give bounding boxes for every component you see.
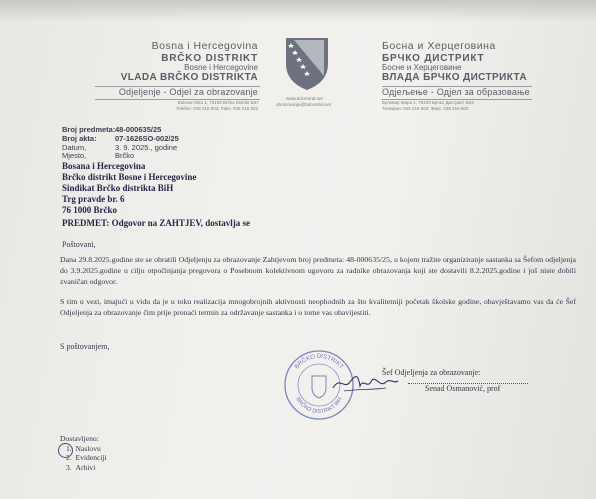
- header-left-department: Odjeljenje - Odjel za obrazovanje: [118, 87, 258, 97]
- header-left-government: VLADA BRČKO DISTRIKTA: [120, 72, 258, 83]
- meta-predmet-label: Broj predmeta:: [62, 125, 116, 134]
- distribution-item-2: 2. Evidenciji: [66, 453, 107, 463]
- header-left-address-2: Telefon: 049 216 503; Faks: 049 216 503: [176, 106, 258, 111]
- distribution-item-3: 3. Arhivi: [66, 462, 96, 472]
- header-left-address-1: Bulevar Mira 1, 76100 Brčko Distrikt BiH: [177, 100, 258, 105]
- meta-mjesto-label: Mjesto,: [62, 151, 87, 160]
- closing: S poštovanjem,: [60, 342, 110, 351]
- header-right-address-1: Булевар Мира 1, 76100 Брчко Дистрикт БиХ: [382, 100, 475, 105]
- header-website: www.bdcentral.net: [286, 96, 323, 101]
- meta-akta-label: Broj akta:: [62, 134, 97, 143]
- subject-line: PREDMET: Odgovor na ZAHTJEV, dostavlja se: [62, 218, 251, 228]
- meta-predmet-value: 48-000635/25: [115, 125, 162, 134]
- recipient-line-4: Trg pravde br. 6: [62, 194, 125, 204]
- header-right-country-sub: Босне и Херцеговине: [382, 63, 462, 72]
- signature-title: Šef Odjeljenja za obrazovanje:: [382, 368, 481, 377]
- meta-datum-label: Datum,: [62, 143, 87, 152]
- coat-of-arms-icon: [284, 36, 330, 92]
- recipient-line-3: Sindikat Brčko distrikta BiH: [62, 183, 174, 193]
- handwritten-signature-icon: [330, 372, 400, 394]
- stamp-text-top: BRČKO DISTRIKT: [294, 354, 344, 371]
- paragraph-1: Dana 29.8.2025.godine ste se obratili Odjeljenju za obrazovanje Zahtjevom broj predmeta: 48-000635/25, u kojem tražite organiziranje sastanka sa Šefom odjeljenja do 3.9.2025.godine u cilju otpočinjanja pregovora o Posebnom kolektivnom ugovoru za radnike obrazovanja koji ste dostavili 8.2.2025.godine i još niste dobili zvaničan odgovor.: [60, 255, 576, 286]
- header-left-country: Bosna i Hercegovina: [151, 40, 258, 52]
- meta-akta-value: 07-1626SO-002/25: [115, 134, 179, 143]
- meta-datum-value: 3. 9. 2025., godine: [115, 143, 178, 152]
- header-right-department: Одјељење - Одјел за образовање: [382, 87, 530, 97]
- paragraph-2: S tim u vezi, imajući u vidu da je u toku realizacija mnogobrojnih aktivnosti neophodnih za što kvalitetniji početak školske godine, obavještavamo vas da će Šef Odjeljenja za obrazovanje čim prije pronaći termin za održavanje sastanka i o tome vas obavijestiti.: [60, 297, 576, 317]
- header-right-address-2: Телефон: 049 216 503; Факс: 049 216 503: [382, 106, 469, 111]
- header-left-country-sub: Bosne i Hercegovine: [184, 63, 258, 72]
- recipient-line-2: Brčko distrikt Bosne i Hercegovine: [62, 172, 197, 182]
- handwritten-circle-mark: [58, 443, 73, 458]
- recipient-line-5: 76 1000 Brčko: [62, 205, 117, 215]
- stamp-text-bottom: BRČKO DISTRIKT BiH: [294, 396, 344, 416]
- distribution-label: Dostavljeno:: [60, 434, 99, 443]
- recipient-line-1: Bosana i Hercegovina: [62, 161, 146, 171]
- scan-shadow: [0, 0, 596, 22]
- header-right-government: ВЛАДА БРЧКО ДИСТРИКТА: [382, 72, 527, 83]
- greeting: Poštovani,: [62, 240, 96, 249]
- header-right-country: Босна и Херцеговина: [382, 40, 496, 52]
- header-email: obrazovanje@bdcentral.net: [276, 102, 332, 107]
- signature-name: Senad Osmanović, prof: [425, 384, 501, 393]
- distribution-item-1: 1. Naslovu: [66, 443, 101, 453]
- header-left-district: BRČKO DISTRIKT: [161, 53, 258, 64]
- meta-mjesto-value: Brčko: [115, 151, 135, 160]
- header-right-district: БРЧКО ДИСТРИКТ: [382, 53, 485, 64]
